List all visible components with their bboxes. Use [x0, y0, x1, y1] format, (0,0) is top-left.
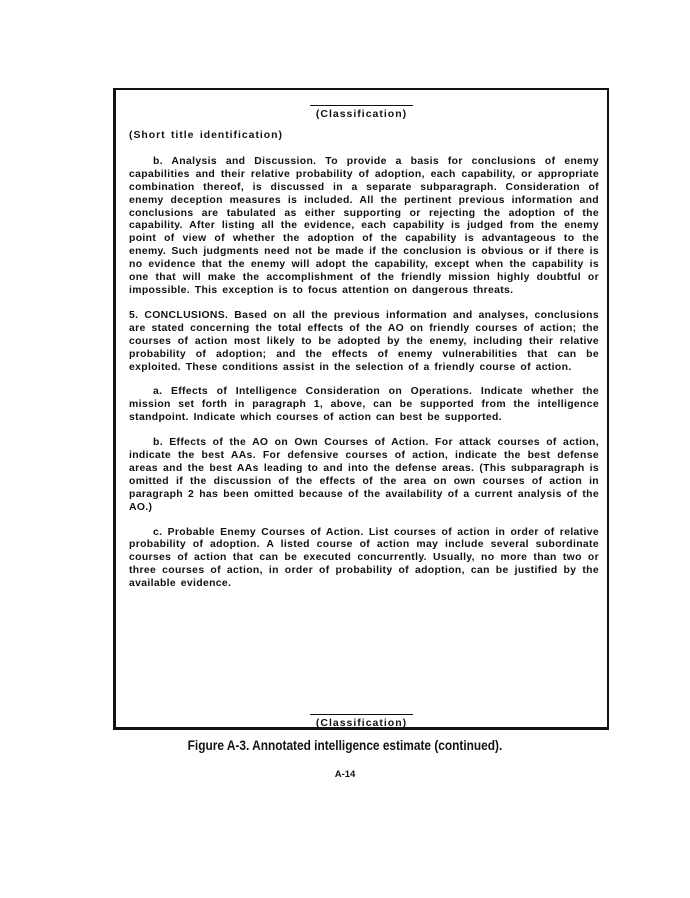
- estimate-body: [129, 130, 599, 603]
- page-number: A-14: [334, 769, 356, 780]
- paragraph-effects-intelligence: a. Effects of Intelligence Consideration on Operations. Indicate whether the mission set forth in paragraph 1, above, can be supported from the intelligence standpoint. Indicate which courses of action can best be supported.: [129, 386, 599, 424]
- classification-bottom-label: (Classification): [310, 714, 413, 729]
- paragraph-analysis-discussion: b. Analysis and Discussion. To provide a basis for conclusions of enemy capabilities and their relative probability of adoption, each capability, or appropriate combination thereof, is discussed in a separate subparagraph. Consideration of enemy deception measures is included. All the pertinent previous information and conclusions are tabulated as either supporting or rejecting the adoption of the capability. After listing all the evidence, each capability is judged from the enemy point of view of whether the adoption of the capability is advantageous to the enemy. Such judgments need not be made if the conclusion is obvious or if there is no evidence that the enemy will adopt the capability, except when the capability is one that will make the accomplishment of the friendly mission highly doubtful or impossible. This exception is to focus attention on dangerous threats.: [129, 155, 599, 296]
- paragraph-probable-enemy-courses: c. Probable Enemy Courses of Action. List courses of action in order of relative probability of adoption. A listed course of action may include several subordinate courses of action that can be executed concurrently. Usually, no more than two or three courses of action, in order of probability of adoption, can be justified by the available evidence.: [129, 526, 599, 590]
- paragraph-conclusions: 5. CONCLUSIONS. Based on all the previous information and analyses, conclusions are stated concerning the total effects of the AO on friendly courses of action; the courses of action most likely to be adopted by the enemy, including their relative probability of adoption; and the effects of enemy vulnerabilities that can be exploited. These conditions assist in the selection of a friendly course of action.: [129, 309, 599, 373]
- short-title: (Short title identification): [129, 130, 283, 141]
- classification-header: [116, 105, 607, 120]
- paragraph-effects-ao: b. Effects of the AO on Own Courses of Action. For attack courses of action, indicate the best AAs. For defensive courses of action, indicate the best defense areas and the best AAs leading to and into the defense areas. (This subparagraph is omitted if the discussion of the effects of the area on own courses of action in paragraph 2 has been omitted because of the availability of a current analysis of the AO.): [129, 437, 599, 513]
- figure-caption: Figure A-3. Annotated intelligence estimate (continued).: [187, 738, 503, 753]
- classification-top-label: (Classification): [310, 105, 413, 120]
- document-frame: [113, 88, 609, 730]
- classification-footer: [116, 714, 607, 729]
